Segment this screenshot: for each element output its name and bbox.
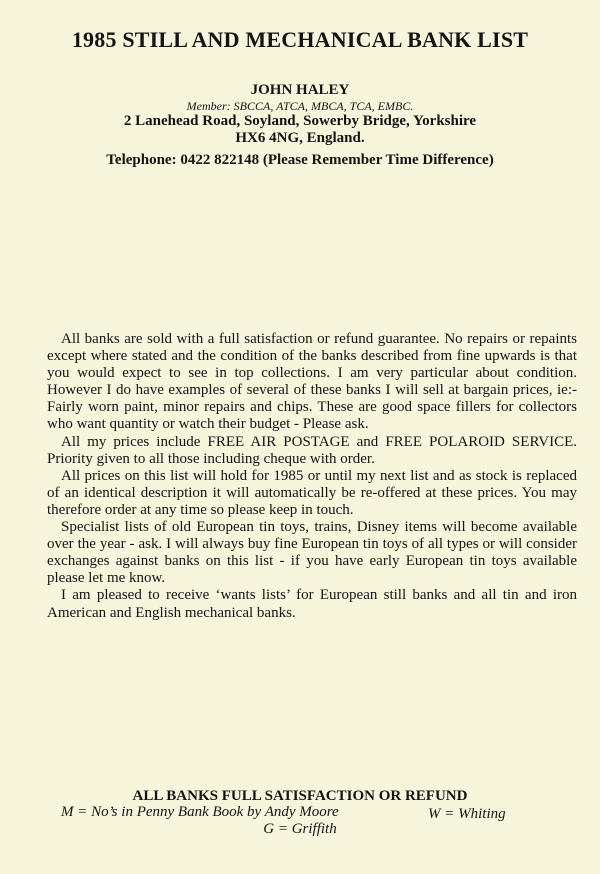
membership-line: Member: SBCCA, ATCA, MBCA, TCA, EMBC. xyxy=(186,99,414,113)
paragraph-wants-lists: I am pleased to receive ‘wants lists’ for European still banks and all tin and iron American and English mechanical banks. xyxy=(47,587,577,621)
document-title: 1985 STILL AND MECHANICAL BANK LIST xyxy=(71,27,529,52)
reference-legend xyxy=(0,804,600,838)
paragraph-postage: All my prices include FREE AIR POSTAGE and FREE POLAROID SERVICE. Priority given to all those including cheque with order. xyxy=(47,433,577,467)
paragraph-guarantee: All banks are sold with a full satisfaction or refund guarantee. No repairs or repaints except where stated and the condition of the banks described from fine upwards is that you would expect to see in top collections. I am very particular about condition. However I do have examples of several of these banks I will sell at bargain prices, ie:- Fairly worn paint, minor repairs and chips. These are good space fillers for collectors who want quantity or watch their budget - Please ask. xyxy=(47,331,577,433)
footer xyxy=(0,788,600,838)
paragraph-prices: All prices on this list will hold for 1985 or until my next list and as stock is replaced of an identical description it will automatically be re-offered at these prices. You may therefore order at any time so please keep in touch. xyxy=(47,467,577,518)
legend-griffith: G = Griffith xyxy=(263,821,337,837)
address-line-1: 2 Lanehead Road, Soyland, Sowerby Bridge, Yorkshire xyxy=(123,113,477,129)
terms-body xyxy=(47,331,577,622)
legend-moore: M = No’s in Penny Bank Book by Andy Moore xyxy=(61,804,339,820)
address-line-2: HX6 4NG, England. xyxy=(235,130,365,146)
contact-header xyxy=(0,82,600,169)
contact-name: JOHN HALEY xyxy=(250,82,350,98)
telephone-line: Telephone: 0422 822148 (Please Remember Time Difference) xyxy=(106,152,494,168)
paragraph-specialist-lists: Specialist lists of old European tin toys, trains, Disney items will become available over the year - ask. I will always buy fine European tin toys of all types or will consider exchanges against banks on this list - if you have early European tin toys available please let me know. xyxy=(47,519,577,587)
legend-whiting: W = Whiting xyxy=(428,806,506,822)
refund-notice: ALL BANKS FULL SATISFACTION OR REFUND xyxy=(132,788,468,804)
